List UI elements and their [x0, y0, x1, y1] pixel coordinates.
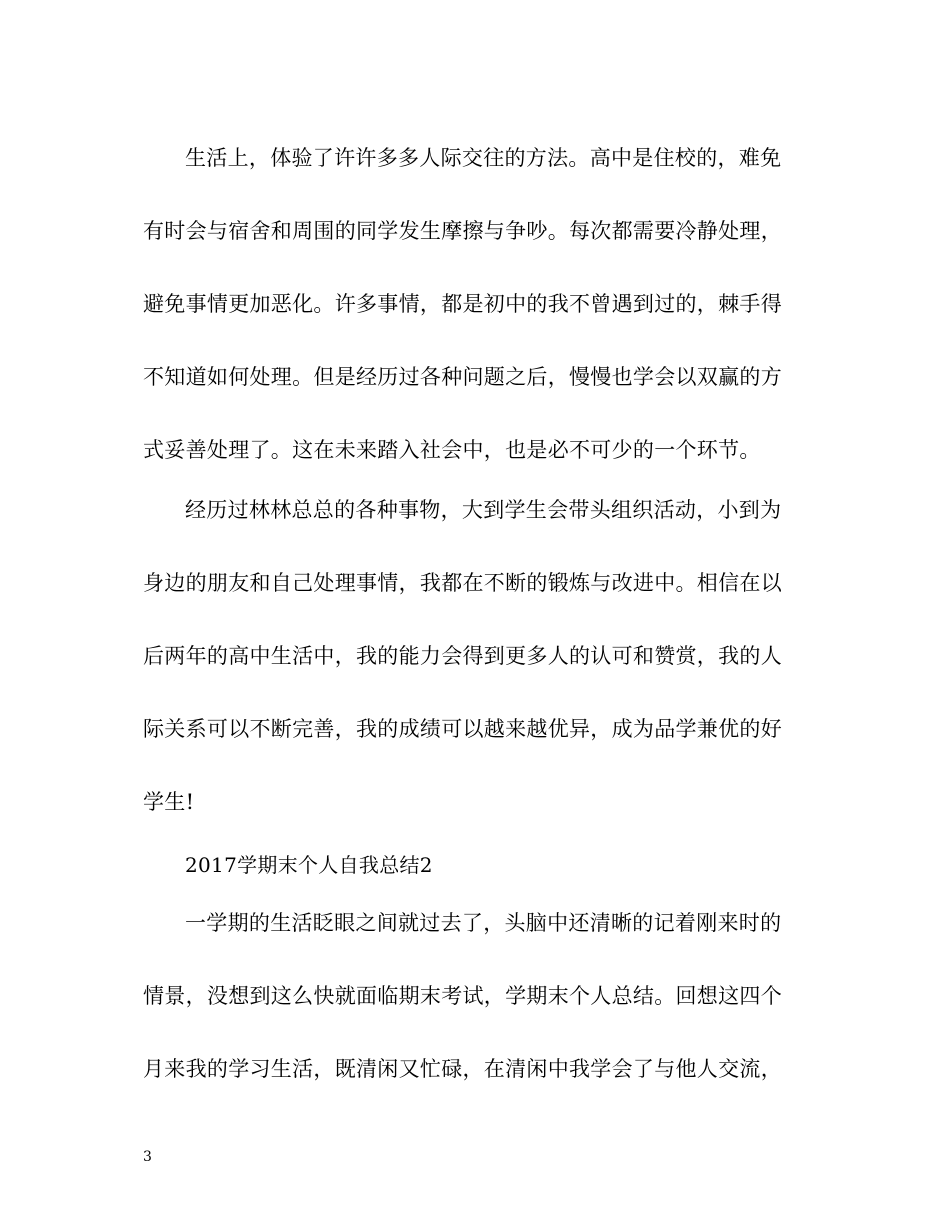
- paragraph-2-line-5: 学生!: [143, 790, 195, 814]
- page-number: 3: [143, 1149, 152, 1165]
- paragraph-3-line-2: 情景，没想到这么快就面临期末考试，学期末个人总结。回想这四个: [143, 984, 782, 1008]
- paragraph-1-line-4: 不知道如何处理。但是经历过各种问题之后，慢慢也学会以双赢的方: [143, 365, 782, 389]
- paragraph-2-line-3: 后两年的高中生活中，我的能力会得到更多人的认可和赞赏，我的人: [143, 644, 782, 668]
- paragraph-1-line-5: 式妥善处理了。这在未来踏入社会中，也是必不可少的一个环节。: [143, 438, 761, 462]
- paragraph-1-line-3: 避免事情更加恶化。许多事情，都是初中的我不曾遇到过的，棘手得: [143, 292, 782, 316]
- paragraph-2-line-2: 身边的朋友和自己处理事情，我都在不断的锻炼与改进中。相信在以: [143, 571, 782, 595]
- paragraph-3-line-1: 一学期的生活眨眼之间就过去了，头脑中还清晰的记着刚来时的: [185, 911, 782, 935]
- paragraph-2-line-4: 际关系可以不断完善，我的成绩可以越来越优异，成为品学兼优的好: [143, 717, 782, 741]
- paragraph-3-line-3: 月来我的学习生活，既清闲又忙碌，在清闲中我学会了与他人交流，: [143, 1057, 782, 1081]
- section-heading: 2017学期末个人自我总结2: [185, 853, 433, 877]
- paragraph-1-line-2: 有时会与宿舍和周围的同学发生摩擦与争吵。每次都需要冷静处理，: [143, 219, 782, 243]
- paragraph-1-line-1: 生活上，体验了许许多多人际交往的方法。高中是住校的，难免: [185, 146, 782, 170]
- paragraph-2-line-1: 经历过林林总总的各种事物，大到学生会带头组织活动，小到为: [185, 498, 782, 522]
